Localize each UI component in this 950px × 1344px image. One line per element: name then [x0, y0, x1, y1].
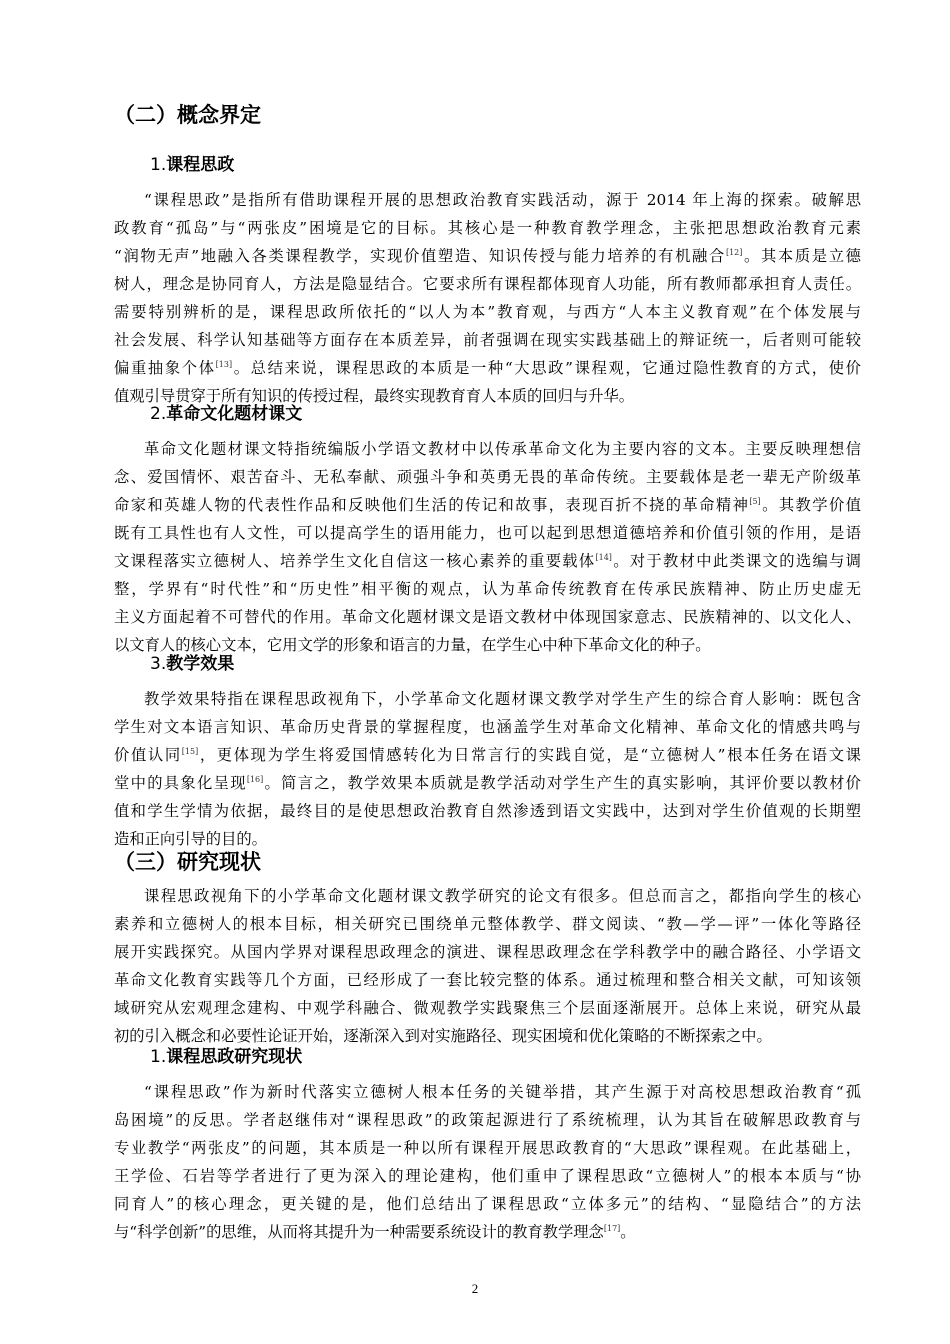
subheading-course-ideology	[150, 153, 234, 177]
text-line: 堂中的具象化呈现[16]。简言之，教学效果本质就是教学活动对学生产生的真实影响，其评价要以教材价	[114, 774, 861, 792]
text-line: 革命文化题材课文特指统编版小学语文教材中以传承革命文化为主要内容的文本。主要反映理想信	[144, 440, 861, 458]
subheading-title: 教学效果	[166, 654, 235, 674]
citation: [17]	[603, 1223, 621, 1233]
citation: [5]	[749, 496, 761, 506]
paragraph-revolutionary-texts	[114, 435, 861, 659]
subheading-number: 1.	[150, 155, 167, 175]
page-number: 2	[471, 1281, 479, 1296]
citation: [15]	[181, 746, 199, 756]
paragraph-research-intro	[114, 882, 861, 1050]
text-line: 学生对文本语言知识、革命历史背景的掌握程度，也涵盖学生对革命文化精神、革命文化的情感共鸣与	[114, 718, 861, 736]
text-line: 树人，理念是协同育人，方法是隐显结合。它要求所有课程都体现育人功能，所有教师都承担育人责任。	[114, 275, 861, 293]
subheading-number: 3.	[150, 654, 167, 674]
text-line: 值观引导贯穿于所有知识的传授过程，最终实现教育育人本质的回归与升华。	[114, 387, 635, 405]
text-line: “润物无声”地融入各类课程教学，实现价值塑造、知识传授与能力培养的有机融合[12]。其本质是立德	[114, 247, 861, 265]
text-line: 与“科学创新”的思维，从而将其提升为一种需要系统设计的教育教学理念[17]。	[114, 1223, 636, 1241]
text-line: 王学俭、石岩等学者进行了更为深入的理论建构，他们重申了课程思政“立德树人”的根本本质与“协	[114, 1167, 861, 1185]
text-line: 偏重抽象个体[13]。总结来说，课程思政的本质是一种“大思政”课程观，它通过隐性教育的方式，使价	[114, 359, 861, 377]
text-line: 命家和英雄人物的代表性作品和反映他们生活的传记和故事，表现百折不挠的革命精神[5]。其教学价值	[114, 496, 861, 514]
text-line: 值和学生学情为依据，最终目的是使思想政治教育自然渗透到语文实践中，达到对学生价值观的长期塑	[114, 802, 861, 820]
text-line: “课程思政”作为新时代落实立德树人根本任务的关键举措，其产生源于对高校思想政治教育“孤	[144, 1083, 861, 1101]
text-line: 整，学界有“时代性”和“历史性”相平衡的观点，认为革命传统教育在传承民族精神、防止历史虚无	[114, 580, 861, 598]
text-line: 域研究从宏观理念建构、中观学科融合、微观教学实践聚焦三个层面逐渐展开。总体上来说，研究从最	[114, 999, 861, 1017]
text-line: 念、爱国情怀、艰苦奋斗、无私奉献、顽强斗争和英勇无畏的革命传统。主要载体是老一辈无产阶级革	[114, 468, 861, 486]
text-line: 文课程落实立德树人、培养学生文化自信这一核心素养的重要载体[14]。对于教材中此类课文的选编与调	[114, 552, 861, 570]
text-line: 素养和立德树人的根本目标，相关研究已围绕单元整体教学、群文阅读、“教—学—评”一体化等路径	[114, 915, 861, 933]
text-line: 展开实践探究。从国内学界对课程思政理念的演进、课程思政理念在学科教学中的融合路径、小学语文	[114, 943, 861, 961]
paragraph-teaching-effect	[114, 685, 861, 853]
subheading-title: 课程思政	[166, 155, 235, 175]
section-heading-research-status: （三）研究现状	[114, 850, 261, 874]
section-heading-concepts: （二）概念界定	[114, 103, 261, 127]
text-line: 教学效果特指在课程思政视角下，小学革命文化题材课文教学对学生产生的综合育人影响：既包含	[144, 690, 861, 708]
subheading-revolutionary-texts	[150, 402, 302, 426]
text-line: 革命文化教育实践等几个方面，已经形成了一套比较完整的体系。通过梳理和整合相关文献，可知该领	[114, 971, 861, 989]
subheading-title: 课程思政研究现状	[166, 1047, 303, 1067]
text-line: 课程思政视角下的小学革命文化题材课文教学研究的论文有很多。但总而言之，都指向学生的核心	[144, 887, 861, 905]
text-line: 专业教学“两张皮”的问题，其本质是一种以所有课程开展思政教育的“大思政”课程观。在此基础上，	[114, 1139, 861, 1157]
subheading-number: 2.	[150, 404, 167, 424]
subheading-number: 1.	[150, 1047, 167, 1067]
paragraph-course-ideology	[114, 186, 861, 410]
text-line: 造和正向引导的目的。	[114, 830, 267, 848]
text-line: 初的引入概念和必要性论证开始，逐渐深入到对实施路径、现实困境和优化策略的不断探索之中。	[114, 1027, 772, 1045]
subheading-course-ideology-research	[150, 1045, 302, 1069]
text-line: 主义方面起着不可替代的作用。革命文化题材课文是语文教材中体现国家意志、民族精神的、以文化人、	[114, 608, 861, 626]
text-line: 政教育“孤岛”与“两张皮”困境是它的目标。其核心是一种教育教学理念，主张把思想政治教育元素	[114, 219, 861, 237]
citation: [12]	[725, 247, 743, 257]
text-line: 岛困境”的反思。学者赵继伟对“课程思政”的政策起源进行了系统梳理，认为其旨在破解思政教育与	[114, 1111, 861, 1129]
text-line: 同育人”的核心理念，更关键的是，他们总结出了课程思政“立体多元”的结构、“显隐结合”的方法	[114, 1195, 861, 1213]
text-line: 以文育人的核心文本，它用文学的形象和语言的力量，在学生心中种下革命文化的种子。	[114, 636, 711, 654]
text-line: 需要特别辨析的是，课程思政所依托的“以人为本”教育观，与西方“人本主义教育观”在个体发展与	[114, 303, 861, 321]
text-line: 价值认同[15]，更体现为学生将爱国情感转化为日常言行的实践自觉，是“立德树人”根本任务在语文课	[114, 746, 861, 764]
citation: [14]	[595, 552, 612, 562]
subheading-title: 革命文化题材课文	[166, 404, 303, 424]
citation: [16]	[246, 774, 264, 784]
text-line: 社会发展、科学认知基础等方面存在本质差异，前者强调在现实实践基础上的辩证统一，后者则可能较	[114, 331, 861, 349]
citation: [13]	[215, 359, 233, 369]
subheading-teaching-effect	[150, 652, 234, 676]
text-line: 既有工具性也有人文性，可以提高学生的语用能力，也可以起到思想道德培养和价值引领的作用，是语	[114, 524, 861, 542]
paragraph-course-ideology-research	[114, 1078, 861, 1246]
text-line: “课程思政”是指所有借助课程开展的思想政治教育实践活动，源于 2014 年上海的探索。破解思	[144, 191, 861, 209]
